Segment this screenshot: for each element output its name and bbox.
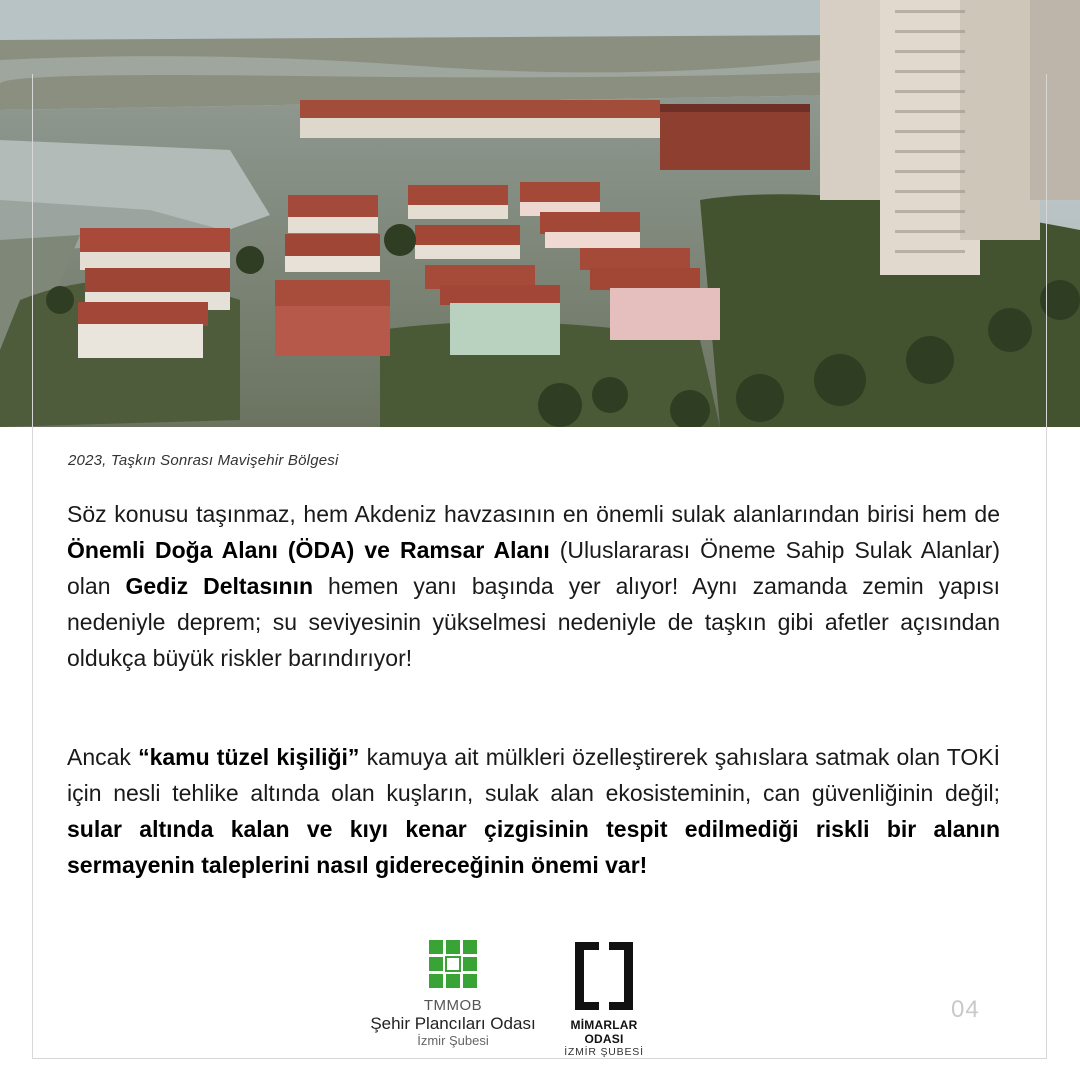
p1-text-1: Söz konusu taşınmaz, hem Akdeniz havzasının en önemli sulak alanlarından birisi hem de: [67, 501, 1000, 527]
frame-bottom: [32, 1058, 1047, 1059]
spo-line2: Şehir Plancıları Odası: [370, 1014, 536, 1033]
frame-left: [32, 74, 33, 1059]
paragraph-2: [67, 739, 1000, 883]
p2-text-1: Ancak: [67, 744, 139, 770]
mo-line2: İZMİR ŞUBESİ: [564, 1046, 644, 1058]
spo-logo: [368, 940, 538, 1055]
p2-bold-1: “kamu tüzel kişiliği”: [138, 744, 360, 770]
p2-bold-2: sular altında kalan ve kıyı kenar çizgisinin tespit edilmediği riskli bir alanın sermayenin taleplerini nasıl gidereceğinin önemi var!: [67, 816, 1000, 878]
spo-logo-icon: [429, 940, 477, 988]
paragraph-1: [67, 496, 1000, 676]
p1-bold-1: Önemli Doğa Alanı (ÖDA) ve Ramsar Alanı: [67, 537, 550, 563]
p1-text-3: hemen yanı başında yer alıyor! Aynı zamanda zemin yapısı nedeniyle deprem; su seviyesinin yükselmesi nedeniyle de taşkın gibi afetler açısından oldukça büyük riskler barındırıyor!: [67, 573, 1000, 671]
mo-logo: [556, 940, 652, 1058]
spo-line1: TMMOB: [423, 997, 483, 1014]
mo-line1: MİMARLAR ODASI: [570, 1018, 638, 1046]
p1-bold-2: Gediz Deltasının: [125, 573, 314, 599]
p2-text-2: kamuya ait mülkleri özelleştirerek şahıslara satmak olan TOKİ için nesli tehlike altında olan kuşların, sulak alan ekosisteminin, can güvenliğinin değil;: [67, 744, 1000, 806]
mo-logo-icon: [573, 940, 635, 1012]
frame-right: [1046, 74, 1047, 1059]
flood-aerial-photo: [0, 0, 1080, 427]
page-number: 04: [951, 996, 980, 1023]
p1-text-2: (Uluslararası Öneme Sahip Sulak Alanlar) olan: [67, 537, 1000, 599]
photo-caption: 2023, Taşkın Sonrası Mavişehir Bölgesi: [68, 452, 339, 469]
spo-line3: İzmir Şubesi: [417, 1033, 489, 1048]
